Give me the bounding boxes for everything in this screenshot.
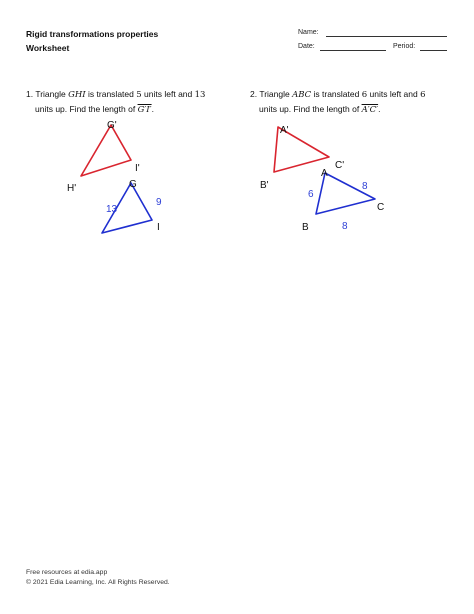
date-field[interactable]	[320, 50, 386, 51]
measure-a-b: 6	[308, 189, 314, 200]
label-i: I	[157, 222, 160, 233]
problem-1-text-part: Triangle	[35, 89, 66, 99]
worksheet-title	[26, 27, 158, 55]
problem-1-triangle-name: GHI	[68, 90, 86, 100]
problem-2-units-up: 6	[420, 90, 426, 100]
problem-1-number: 1.	[26, 89, 34, 99]
problem-2-triangle-name: ABC	[292, 90, 312, 100]
label-a: A	[321, 168, 328, 179]
problem-1-segment: G′I′	[137, 105, 152, 115]
label-c-prime: C'	[335, 160, 345, 171]
measure-g-i: 9	[156, 197, 162, 208]
name-label: Name:	[298, 29, 319, 36]
problem-1-text-part: units up. Find the length of	[35, 104, 136, 114]
problem-1-text	[26, 87, 226, 117]
problem-2-text-part: Triangle	[259, 89, 290, 99]
label-c: C	[377, 202, 385, 213]
problem-1-units-up: 13	[194, 90, 206, 100]
label-b-prime: B'	[260, 180, 269, 191]
date-label: Date:	[298, 43, 315, 50]
problem-2-text	[250, 87, 460, 117]
figure-2	[250, 115, 400, 240]
problem-1-period: .	[151, 104, 154, 114]
label-g: G	[129, 179, 137, 190]
problem-2-units-left: 6	[361, 90, 368, 100]
problem-2-text-part: units up. Find the length of	[259, 104, 360, 114]
problem-2-period: .	[378, 104, 381, 114]
period-label: Period:	[393, 43, 416, 50]
figure-1	[55, 115, 185, 245]
footer-resources: Free resources at edia.app	[26, 569, 108, 576]
problem-2-text-part: units left and	[369, 89, 418, 99]
measure-g-h: 13	[106, 204, 118, 215]
problem-2-number: 2.	[250, 89, 258, 99]
measure-a-c: 8	[362, 181, 368, 192]
measure-b-c: 8	[342, 221, 348, 232]
label-g-prime: G'	[107, 120, 117, 131]
label-h-prime: H'	[67, 183, 77, 194]
period-field[interactable]	[420, 50, 447, 51]
title-line-1: Rigid transformations properties	[26, 29, 159, 39]
problem-1-text-part: units left and	[144, 89, 193, 99]
triangle-a-b-c	[316, 173, 375, 214]
label-a-prime: A'	[280, 125, 289, 136]
problem-2-text-part: is translated	[313, 89, 360, 99]
triangle-g-h-i-prime	[81, 125, 131, 176]
name-field[interactable]	[326, 36, 447, 37]
label-i-prime: I'	[135, 163, 140, 174]
problem-1-text-part: is translated	[88, 89, 134, 99]
label-b: B	[302, 222, 309, 233]
title-line-2: Worksheet	[26, 43, 70, 53]
problem-1-units-left: 5	[136, 90, 142, 100]
footer-copyright: © 2021 Edia Learning, Inc. All Rights Reserved.	[26, 579, 170, 586]
problem-2-segment: A′C′	[361, 105, 379, 115]
